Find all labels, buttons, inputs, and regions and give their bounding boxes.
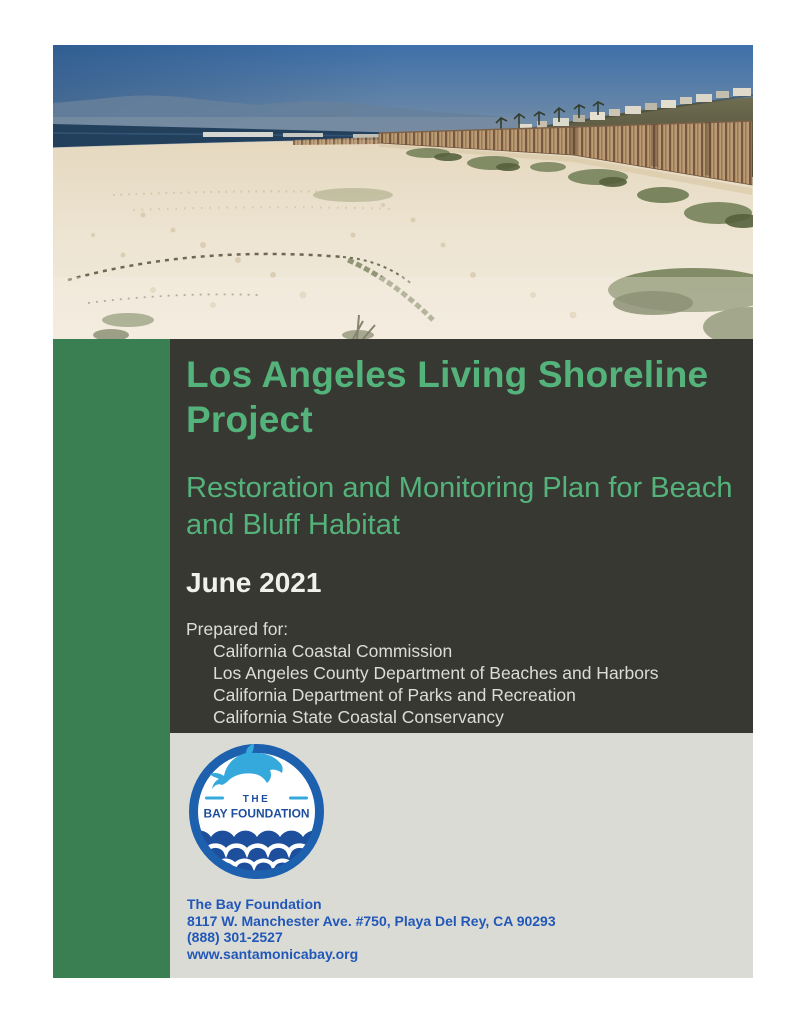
publication-date: June 2021 <box>186 567 322 598</box>
prepared-org: Los Angeles County Department of Beaches and Harbors <box>213 663 659 683</box>
prepared-for-list <box>186 640 733 728</box>
right-dash-icon <box>289 797 308 800</box>
prepared-for-label: Prepared for: <box>186 619 289 639</box>
page-title: Los Angeles Living Shoreline Project <box>186 354 709 440</box>
logo-name-label: BAY FOUNDATION <box>203 808 310 821</box>
org-address: 8117 W. Manchester Ave. #750, Playa Del Rey, CA 90293 <box>187 912 556 929</box>
page-subtitle: Restoration and Monitoring Plan for Beach and Bluff Habitat <box>186 472 733 541</box>
prepared-org: California Coastal Commission <box>213 641 453 661</box>
prepared-org: California State Coastal Conservancy <box>213 707 504 727</box>
green-stripe <box>53 339 170 978</box>
prepared-for-block <box>186 618 733 728</box>
org-name: The Bay Foundation <box>187 896 322 912</box>
org-phone: (888) 301-2527 <box>187 929 283 945</box>
beach-photo-illustration <box>53 45 753 339</box>
title-panel <box>170 339 753 733</box>
cover-photo <box>53 45 753 339</box>
prepared-org: California Department of Parks and Recreation <box>213 685 576 705</box>
contact-block <box>187 896 556 962</box>
left-dash-icon <box>205 797 224 800</box>
logo-the-label: THE <box>242 794 271 805</box>
bay-foundation-logo <box>186 741 327 882</box>
org-website: www.santamonicabay.org <box>187 945 359 962</box>
footer-panel <box>170 733 753 978</box>
